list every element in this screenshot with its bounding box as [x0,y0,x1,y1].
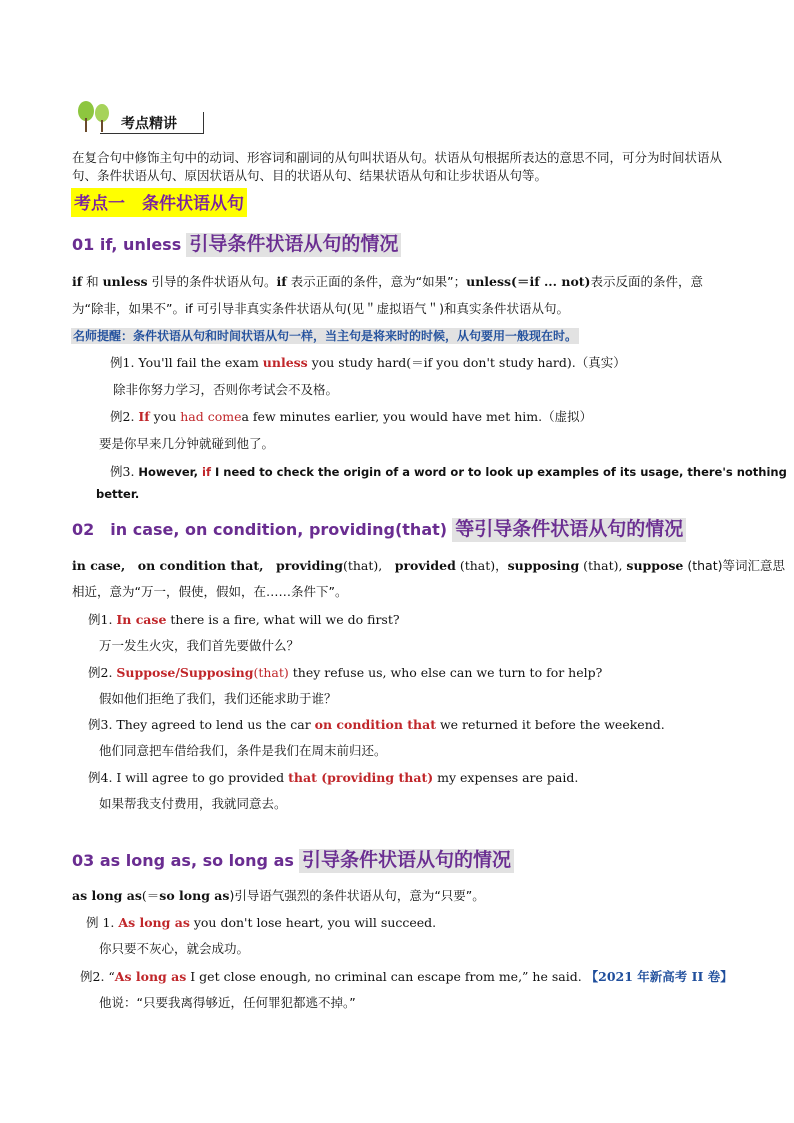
s2-example3-zh: 他们同意把车借给我们，条件是我们在周末前归还。 [99,743,387,758]
example-text: However, [138,465,203,479]
s2-example2 [88,663,602,681]
section-header-title: 考点精讲 [121,116,177,132]
text-fragment: (that), [579,558,627,573]
tip-text: 名师提醒：条件状语从句和时间状语从句一样，当主句是将来时的时候，从句要用一般现在时。 [73,329,578,343]
s1-example3 [110,461,787,480]
section2-line1 [72,556,785,574]
s2-example4-zh: 如果帮我支付费用，我就同意去。 [99,796,287,811]
highlight-term: As long as [114,969,187,984]
highlight-had-come: had come [180,409,242,424]
example-text: 例3. [110,464,139,479]
s3-example1 [86,913,436,931]
text-fragment: 表示正面的条件，意为“如果”； [286,274,467,289]
section3-heading-zh: 引导条件状语从句的情况 [299,849,514,873]
text-fragment: 表示反面的条件，意 [590,274,703,289]
example-text: 例2. [110,409,139,424]
example-text: a few minutes earlier, you would have met him.（虚拟） [241,409,593,424]
section2-heading-zh: 等引导条件状语从句的情况 [452,518,686,542]
highlight-term: Suppose/Supposing [116,665,254,680]
term-if: if [276,274,287,289]
text-fragment: (that)等词汇意思 [683,558,785,573]
example-text: you study hard(＝if you don't study hard).（真实） [307,355,626,370]
section2-heading-en: 02 in case, on condition, providing(that) [72,520,448,539]
highlight-if: if [202,465,211,479]
example-text: 例4. I will agree to go provided [88,770,289,785]
s2-example1-zh: 万一发生火灾，我们首先要做什么？ [99,638,300,653]
highlight-if: If [138,409,150,424]
text-fragment: 引导的条件状语从句。 [147,274,277,289]
s1-example1 [110,353,626,371]
example-text: my expenses are paid. [433,770,579,785]
term: provided [382,558,456,573]
example-text: they refuse us, who else can we turn to for help? [288,665,603,680]
s3-example2-zh: 他说：“只要我离得够近，任何罪犯都逃不掉。” [99,995,356,1010]
s1-example2 [110,407,592,425]
highlight-term: As long as [118,915,190,930]
s3-example1-zh: 你只要不灰心，就会成功。 [99,941,250,956]
highlight-unless: unless [262,355,308,370]
section2-line2: 相近，意为“万一，假使，假如，在……条件下”。 [72,584,348,599]
example-text: you [149,409,181,424]
example-text: 例3. They agreed to lend us the car [88,717,315,732]
example-text: 例1. You'll fail the exam [110,355,263,370]
source-label: 【2021 年新高考 II 卷】 [585,969,733,984]
example-text: 例2. [88,665,117,680]
s2-example2-zh: 假如他们拒绝了我们，我们还能求助于谁？ [99,691,337,706]
text-fragment: )引导语气强烈的条件状语从句，意为“只要”。 [229,888,485,903]
example-text: there is a fire, what will we do first? [166,612,400,627]
term-unless: unless [102,274,148,289]
term: in case, [72,558,126,573]
s1-example2-zh: 要是你早来几分钟就碰到他了。 [99,436,275,451]
term-if: if [72,274,83,289]
tree-icon [74,100,116,134]
term: as long as [72,888,142,903]
term: supposing [507,558,580,573]
section1-heading [72,229,401,256]
s1-example1-zh: 除非你努力学习，否则你考试会不及格。 [113,382,339,397]
highlight-term: that (providing that) [288,770,434,785]
section2-heading [72,514,686,541]
term: providing [263,558,343,573]
text-fragment: 和 [82,274,103,289]
text-fragment: (that), [342,558,383,573]
example-text: 例2. “ [80,969,115,984]
section1-heading-zh: 引导条件状语从句的情况 [186,233,401,257]
example-text: 例 1. [86,915,119,930]
text-fragment: (that)， [455,558,508,573]
s2-example4 [88,768,578,786]
text-fragment: (＝ [141,888,160,903]
example-text: I get close enough, no criminal can escape from me,” he said. [186,969,586,984]
s2-example3 [88,715,665,733]
header-underline [100,133,204,134]
section3-heading-en: 03 as long as, so long as [72,851,294,870]
header-divider [203,112,204,134]
highlight-that: (that) [253,665,289,680]
example-text: I need to check the origin of a word or to look up examples of its usage, there's nothing [210,465,787,479]
s2-example1 [88,610,400,628]
tip-box [71,325,579,344]
section3-heading [72,845,514,872]
example-text: we returned it before the weekend. [436,717,665,732]
highlight-term: In case [116,612,167,627]
section1-heading-en: 01 if, unless [72,235,182,254]
topic-title: 考点一 条件状语从句 [71,188,247,217]
section3-line1 [72,886,485,904]
term: so long as [159,888,230,903]
term: suppose [626,558,684,573]
term-unless-def: unless(＝if ... not) [466,274,591,289]
highlight-term: on condition that [314,717,436,732]
s3-example2 [80,967,733,985]
intro-paragraph: 在复合句中修饰主句中的动词、形容词和副词的从句叫状语从句。状语从句根据所表达的意思不同，可分为时间状语从句、条件状语从句、原因状语从句、目的状语从句、结果状语从句和让步状语从句等。 [72,150,723,183]
section1-line1 [72,272,703,290]
section1-line2: 为“除非，如果不”。if 可引导非真实条件状语从句(见＂虚拟语气＂)和真实条件状语从句。 [72,301,570,316]
s1-example3-cont: better. [96,487,140,501]
example-text: 例1. [88,612,117,627]
term: on condition that, [125,558,264,573]
example-text: you don't lose heart, you will succeed. [189,915,437,930]
